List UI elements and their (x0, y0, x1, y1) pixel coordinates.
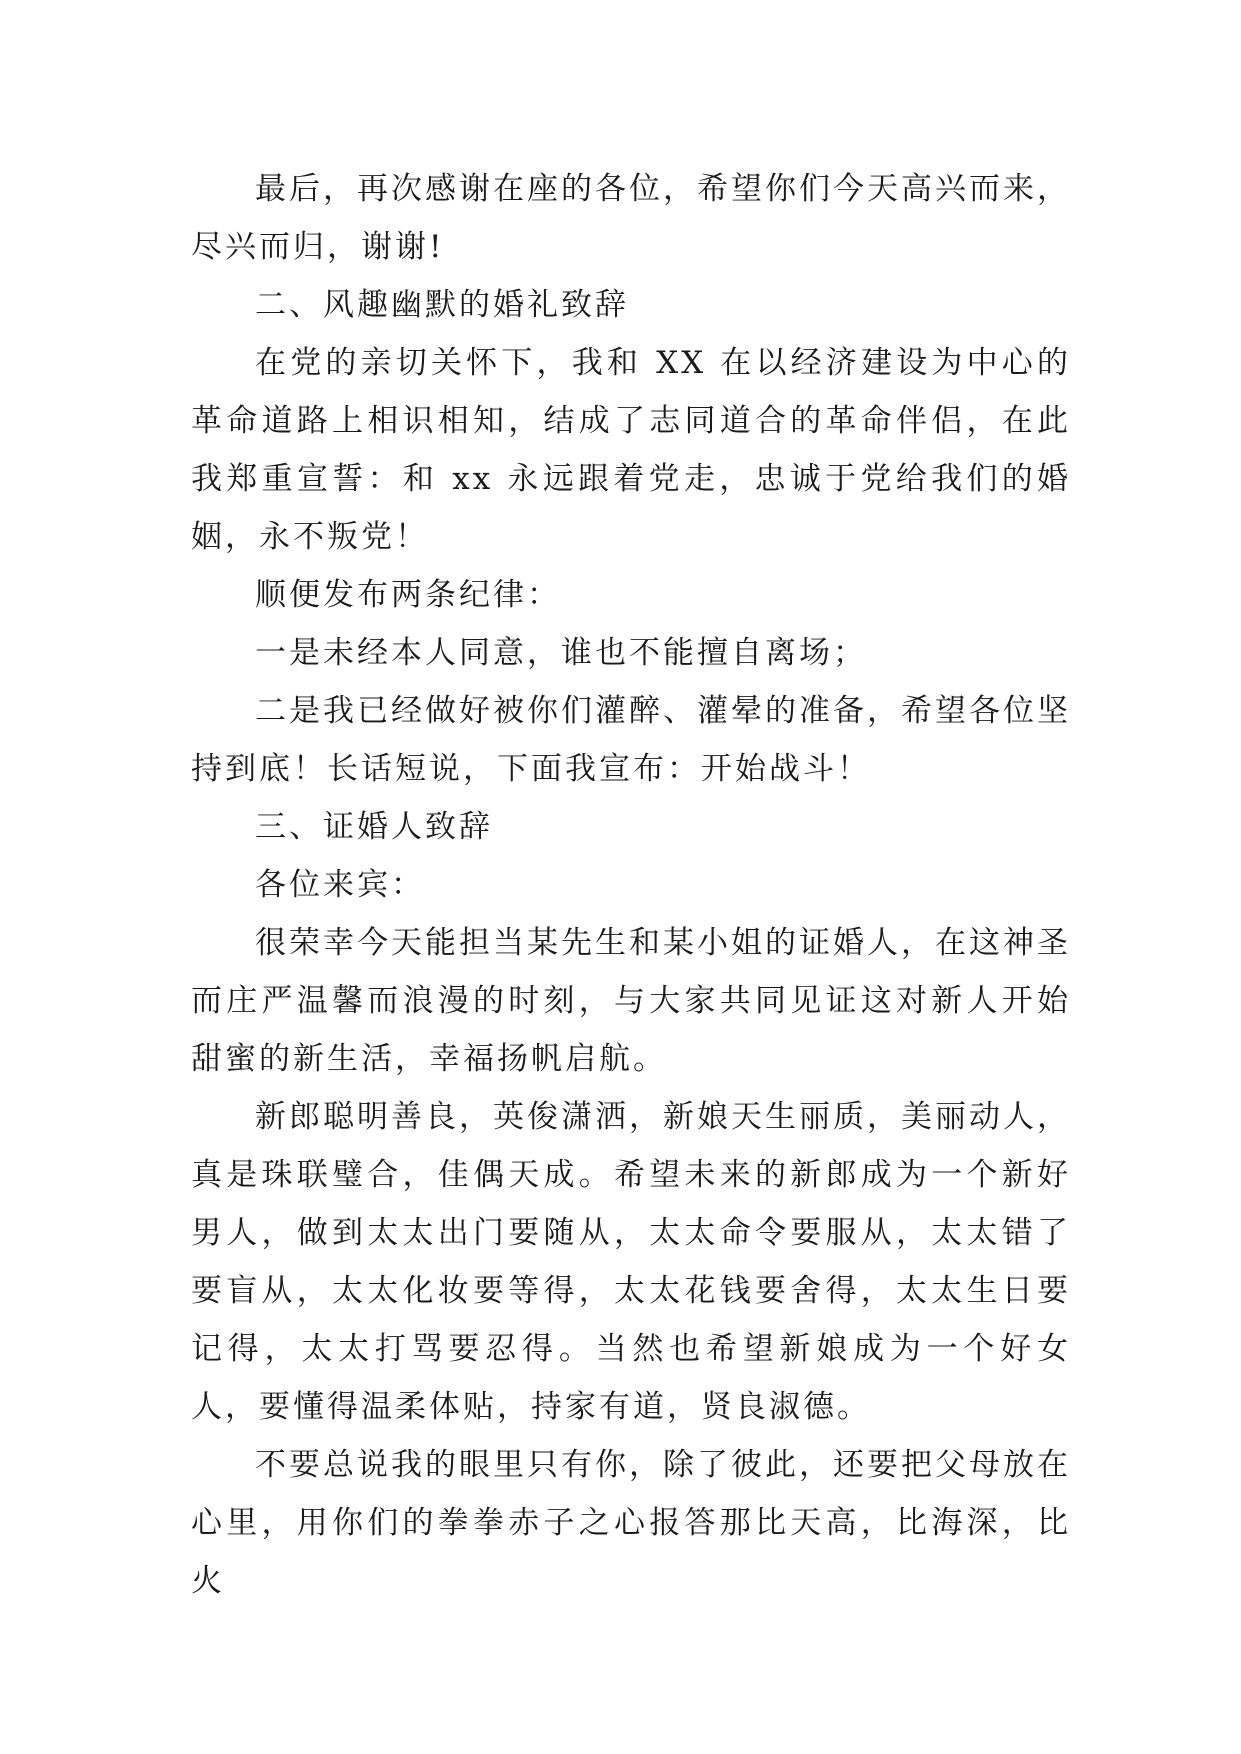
paragraph-groom-bride: 新郎聪明善良，英俊潇洒，新娘天生丽质，美丽动人，真是珠联璧合，佳偶天成。希望未来的新郎成为一个新好男人，做到太太出门要随从，太太命令要服从，太太错了要盲从，太太化妆要等得，太太花钱要舍得，太太生日要记得，太太打骂要忍得。当然也希望新娘成为一个好女人，要懂得温柔体贴，持家有道，贤良淑德。 (191, 1099, 1071, 1425)
paragraph-rule-one: 一是未经本人同意，谁也不能擅自离场； (255, 635, 867, 671)
paragraph-rule-two: 二是我已经做好被你们灌醉、灌晕的准备，希望各位坚持到底！长话短说，下面我宣布：开始战斗！ (191, 693, 1071, 787)
paragraph-honored-witness: 很荣幸今天能担当某先生和某小姐的证婚人，在这神圣而庄严温馨而浪漫的时刻，与大家共同见证这对新人开始甜蜜的新生活，幸福扬帆启航。 (191, 925, 1071, 1077)
paragraph-rules-intro: 顺便发布两条纪律： (255, 577, 561, 613)
paragraph-parents: 不要总说我的眼里只有你，除了彼此，还要把父母放在心里，用你们的拳拳赤子之心报答那比天高，比海深，比火 (191, 1447, 1071, 1599)
document-body (191, 160, 1071, 1610)
section-heading-humorous-speech: 二、风趣幽默的婚礼致辞 (255, 287, 629, 323)
paragraph-closing-thanks: 最后，再次感谢在座的各位，希望你们今天高兴而来，尽兴而归，谢谢! (191, 171, 1071, 265)
paragraph-greeting: 各位来宾： (255, 867, 425, 903)
section-heading-witness-speech: 三、证婚人致辞 (255, 809, 493, 845)
paragraph-oath: 在党的亲切关怀下，我和 XX 在以经济建设为中心的革命道路上相识相知，结成了志同道合的革命伴侣，在此我郑重宣誓：和 xx 永远跟着党走，忠诚于党给我们的婚姻，永不叛党！ (191, 345, 1071, 555)
